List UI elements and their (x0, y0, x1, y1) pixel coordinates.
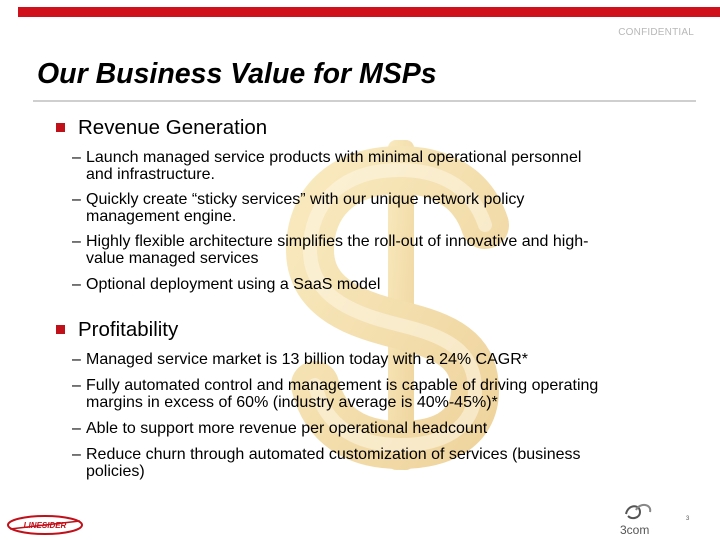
page-number: 3 (686, 516, 690, 522)
list-item-line: Managed service market is 13 billion today with a 24% CAGR* (86, 351, 528, 368)
section-heading (56, 116, 676, 140)
section-heading-text: Profitability (78, 318, 179, 341)
list-item-line: management engine. (86, 208, 237, 225)
list-item-line: Quickly create “sticky services” with our unique network policy (86, 191, 525, 208)
linesider-logo (6, 513, 84, 537)
list-item-line: Able to support more revenue per operational headcount (86, 420, 488, 437)
section-heading-text: Revenue Generation (78, 116, 268, 139)
list-item-line: and infrastructure. (86, 166, 215, 183)
dash-bullet: – (72, 276, 81, 293)
square-bullet-icon (56, 123, 65, 132)
list-item-line: value managed services (86, 250, 259, 267)
list-item-line: margins in excess of 60% (industry average is 40%-45%)* (86, 394, 498, 411)
confidential-label: CONFIDENTIAL (618, 27, 694, 38)
list-item (72, 191, 676, 225)
list-item (72, 233, 676, 267)
list-item-line: Highly flexible architecture simplifies the roll-out of innovative and high- (86, 233, 589, 250)
slide-title: Our Business Value for MSPs (37, 58, 437, 90)
list-item-line: Optional deployment using a SaaS model (86, 276, 381, 293)
section-revenue-generation (56, 116, 676, 293)
3com-logo (618, 500, 678, 540)
dash-bullet: – (72, 191, 81, 208)
section-profitability (56, 318, 676, 480)
linesider-logo-text: LINESIDER (23, 521, 67, 530)
list-item (72, 276, 676, 293)
section-heading (56, 318, 676, 342)
3com-logo-text: 3com (620, 523, 650, 537)
dash-bullet: – (72, 377, 81, 394)
dash-bullet: – (72, 446, 81, 463)
list-item (72, 149, 676, 183)
list-item-line: Launch managed service products with minimal operational personnel (86, 149, 582, 166)
list-item (72, 377, 676, 411)
list-item-line: policies) (86, 463, 145, 480)
list-item-line: Reduce churn through automated customization of services (business (86, 446, 581, 463)
dash-bullet: – (72, 233, 81, 250)
dash-bullet: – (72, 420, 81, 437)
list-item (72, 446, 676, 480)
square-bullet-icon (56, 325, 65, 334)
dash-bullet: – (72, 351, 81, 368)
list-item-line: Fully automated control and management is capable of driving operating (86, 377, 599, 394)
list-item (72, 420, 676, 437)
list-item (72, 351, 676, 368)
dash-bullet: – (72, 149, 81, 166)
